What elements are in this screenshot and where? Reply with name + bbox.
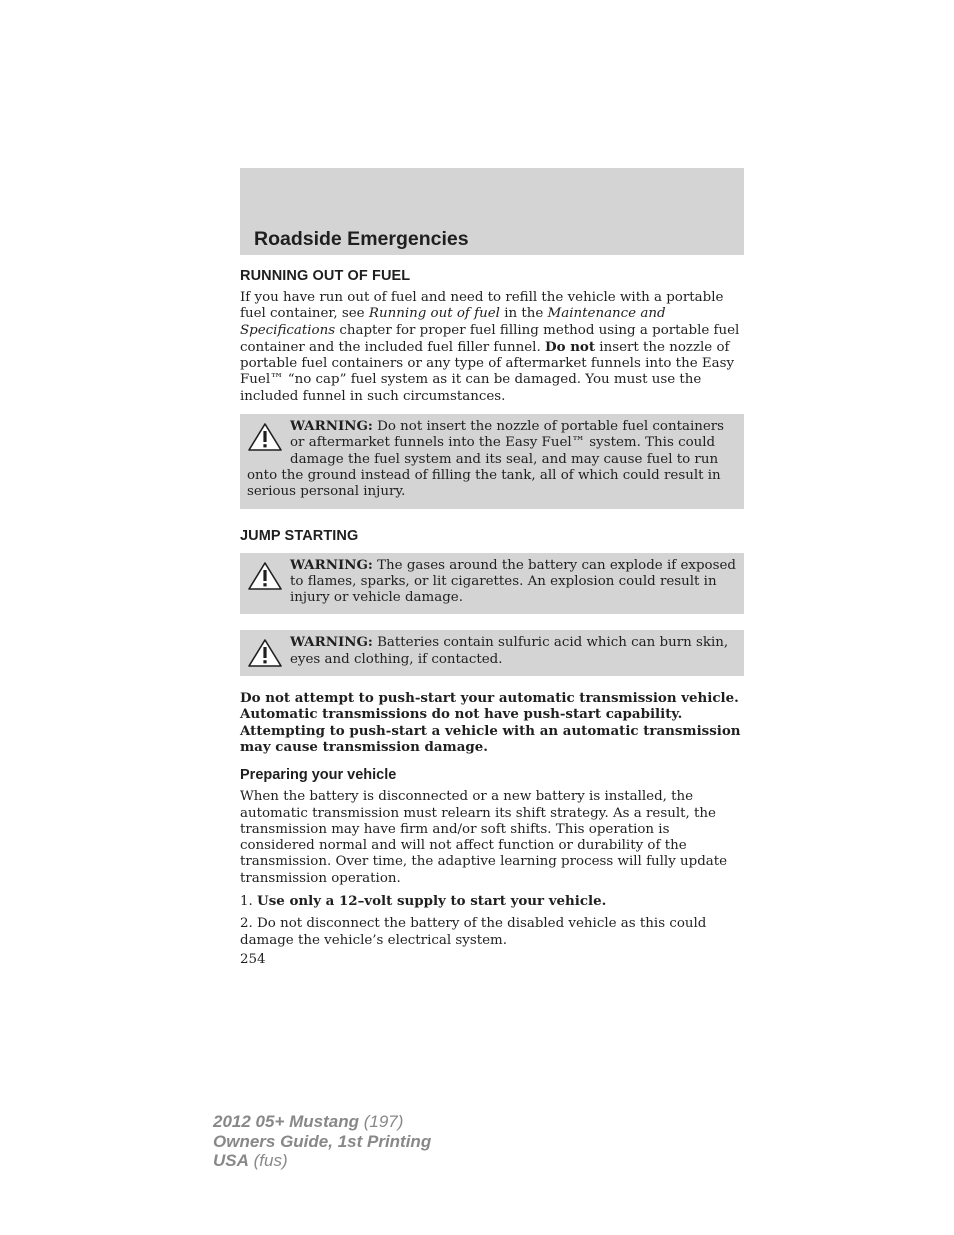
step-1-text: Use only a 12–volt supply to start your vehicle. [257,893,607,910]
heading-running-out-of-fuel: RUNNING OUT OF FUEL [240,268,411,284]
push-start-note-text: Do not attempt to push-start your automatic transmission vehicle. Automatic transmissions do not have push-start capability. Attempting to push-start a vehicle with an automatic transmission may cause transmission damage. [240,690,741,755]
warning-text: Do not insert the nozzle of portable fuel containers or aftermarket funnels into the Easy Fuel™ system. This could damage the fuel system and its seal, and may cause fuel to run onto the ground instead of filling the tank, all of which could result in serious personal injury. [247,419,725,500]
footer-line-3 [213,1151,431,1171]
warning-box-fuel [240,414,744,508]
fuel-para-text-4: insert the nozzle of portable fuel containers or any type of aftermarket funnels into the Easy Fuel™ “no cap” fuel system as it can be damaged. You must use the included funnel in such circumstances. [240,339,735,404]
fuel-paragraph [240,290,744,405]
heading-jump-starting: JUMP STARTING [240,527,359,544]
ref-running-out-of-fuel: Running out of fuel [368,306,500,322]
page-number: 254 [240,951,266,967]
footer-line-2 [213,1132,431,1152]
warning-triangle-icon [247,422,283,452]
fuel-para-text-3: chapter for proper fuel filling method using a portable fuel container and the included fuel filler funnel. [240,322,740,355]
footer-line-1 [213,1112,431,1132]
warning-triangle-icon [247,638,283,668]
fuel-para-text-2: in the [499,306,548,322]
warning-box-sulfuric-acid [240,630,744,676]
warning-triangle-icon [247,561,283,591]
fuel-para-bold: Do not [544,338,596,355]
push-start-note [240,690,744,755]
step-1-number: 1. [240,894,258,910]
footer-model-code: (197) [359,1112,404,1131]
ref-maintenance-specifications: Maintenance and Specifications [240,306,666,338]
preparing-paragraph: When the battery is disconnected or a new battery is installed, the automatic transmission must relearn its shift strategy. As a result, the transmission may have firm and/or soft shifts. This operation is considered normal and will not affect function or durability of the transmission. Over time, the adaptive learning process will fully update transmission operation. [240,789,728,886]
step-1 [240,893,744,910]
warning-label: WARNING: [290,418,373,435]
warning-text: Batteries contain sulfuric acid which can burn skin, eyes and clothing, if contacted. [290,635,729,667]
warning-label: WARNING: [290,634,373,651]
fuel-para-text-1: If you have run out of fuel and need to refill the vehicle with a portable fuel container, see [240,290,724,322]
section-title: Roadside Emergencies [254,228,469,250]
step-2: 2. Do not disconnect the battery of the disabled vehicle as this could damage the vehicle’s electrical system. [240,916,707,948]
footer-region: USA [213,1151,249,1170]
warning-text: The gases around the battery can explode if exposed to flames, sparks, or lit cigarettes. An explosion could result in injury or vehicle damage. [290,557,736,606]
section-header-band [240,168,744,255]
heading-preparing-vehicle: Preparing your vehicle [240,767,397,784]
page-content [240,268,744,968]
warning-label: WARNING: [290,556,373,573]
footer-model: 2012 05+ Mustang [213,1112,359,1131]
document-footer [213,1112,431,1171]
footer-region-code: (fus) [248,1151,288,1170]
footer-guide: Owners Guide, 1st Printing [213,1131,432,1151]
warning-box-battery-gases [240,553,744,615]
